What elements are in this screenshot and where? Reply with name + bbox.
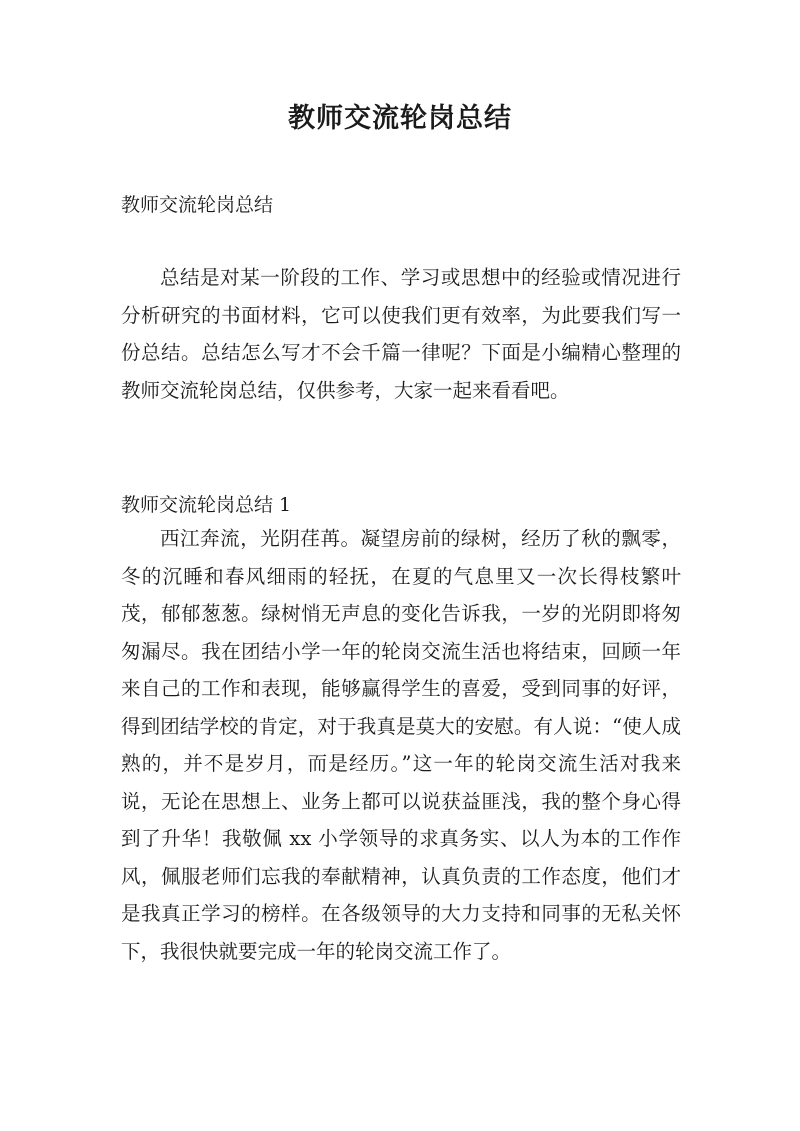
section-heading: 教师交流轮岗总结 1 — [121, 494, 292, 516]
document-title: 教师交流轮岗总结 — [288, 103, 512, 134]
body-paragraph: 西江奔流，光阴荏苒。凝望房前的绿树，经历了秋的飘零，冬的沉睡和春风细雨的轻抚，在夏的气息里又一次长得枝繁叶茂，郁郁葱葱。绿树悄无声息的变化告诉我，一岁的光阴即将匆匆漏尽。我在团结小学一年的轮岗交流生活也将结束，回顾一年来自己的工作和表现，能够赢得学生的喜爱，受到同事的好评，得到团结学校的肯定，对于我真是莫大的安慰。有人说：“使人成熟的，并不是岁月，而是经历。”这一年的轮岗交流生活对我来说，无论在思想上、业务上都可以说获益匪浅，我的整个身心得到了升华！我敬佩 xx 小学领导的求真务实、以人为本的工作作风，佩服老师们忘我的奉献精神，认真负责的工作态度，他们才是我真正学习的榜样。在各级领导的大力支持和同事的无私关怀下，我很快就要完成一年的轮岗交流工作了。 — [121, 527, 681, 963]
document-subtitle: 教师交流轮岗总结 — [121, 194, 274, 216]
intro-paragraph: 总结是对某一阶段的工作、学习或思想中的经验或情况进行分析研究的书面材料，它可以使我们更有效率，为此要我们写一份总结。总结怎么写才不会千篇一律呢？下面是小编精心整理的教师交流轮岗总结，仅供参考，大家一起来看看吧。 — [121, 266, 681, 402]
